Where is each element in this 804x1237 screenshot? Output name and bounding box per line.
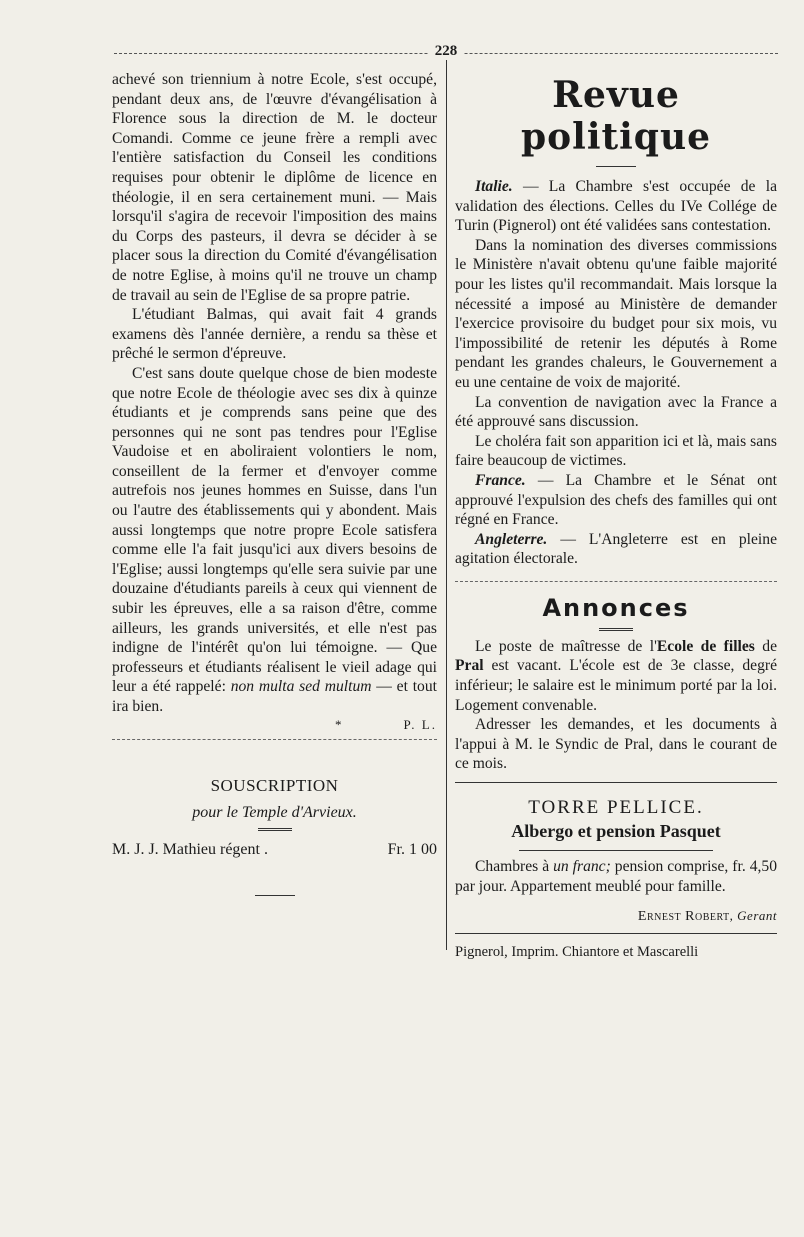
paragraph-ecole-end: — et tout ira bien. <box>112 678 437 715</box>
albergo-price-italic: un franc; <box>553 858 611 876</box>
revue-rule <box>596 166 636 167</box>
annonces-separator <box>455 581 777 582</box>
gerant-name: Ernest Robert <box>637 909 730 925</box>
italie-paragraph <box>455 177 777 236</box>
section-separator <box>112 739 437 740</box>
annonce-ecole <box>455 637 777 715</box>
revue-politique-title: Revue politique <box>520 74 712 158</box>
signature-mark: * <box>335 716 344 732</box>
albergo-text-a: Chambres à <box>475 858 554 876</box>
angleterre-paragraph <box>455 530 777 569</box>
footer-rule <box>455 933 777 934</box>
gerant-role: , Gerant <box>729 908 777 924</box>
italie-paragraph-2: Dans la nomination des diverses commissions le Ministère n'avait obtenu qu'une faible majorité pour les listes qu'il recommandait. Mais lorsque la nécessité a imposé au Ministère de demander l'exercice provisoire du budget pour six mois, vu l'impossibilité de retenir les députés à Rome pendant les grandes chaleurs, le Gouvernement a eu une centaine de voix de majorité. <box>455 236 777 391</box>
albergo-text <box>455 857 777 896</box>
imprint-line: Pignerol, Imprim. Chiantore et Mascarelli <box>455 944 699 961</box>
pral-name: Pral <box>455 657 484 675</box>
donor-name: M. J. J. Mathieu régent . <box>112 840 268 858</box>
france-label: France. <box>475 471 526 489</box>
albergo-text-b: pension comprise, fr. 4,50 par jour. Appartement meublé pour famille. <box>455 858 777 895</box>
paragraph-balmas: L'étudiant Balmas, qui avait fait 4 grands examens dès l'année dernière, a rendu sa thèse et prêché le sermon d'épreuve. <box>112 306 437 363</box>
torre-pellice-heading: TORRE PELLICE. <box>528 797 704 819</box>
end-rule <box>255 895 295 896</box>
angleterre-text: — L'Angleterre est en pleine agitation électorale. <box>455 530 777 568</box>
france-paragraph <box>455 471 777 530</box>
page-number: 228 <box>428 43 464 60</box>
annonce-ecole-mid: de <box>754 637 777 655</box>
left-column <box>112 70 437 906</box>
ecole-de-filles: Ecole de filles <box>656 637 755 655</box>
right-column <box>455 70 777 961</box>
latin-quote: non multa sed multum <box>230 678 372 696</box>
annonce-ecole-rest: est vacant. L'école est de 3e classe, degré inférieur; le salaire est le minimum porté par la loi. Logement convenable. <box>455 657 777 714</box>
albergo-rule <box>519 850 712 851</box>
italie-label: Italie. <box>475 178 513 195</box>
souscription-entry <box>112 841 437 859</box>
column-divider <box>446 60 447 950</box>
gerant-line <box>455 908 777 925</box>
donation-amount: Fr. 1 00 <box>387 840 437 858</box>
souscription-title: SOUSCRIPTION <box>210 775 339 795</box>
paragraph-ecole-text: C'est sans doute quelque chose de bien modeste que notre Ecole de théologie avec ses dix à quinze étudiants et je comprends sans peine que des personnes qui ne sont pas tendres pour l'Eglise Vaudoise et en aboliraient volontiers le nom, conseillent de la fermer et d'envoyer comme autrefois nos jeunes hommes en Suisse, dans l'un ou l'autre des établissements qui y abondent. Mais aussi longtemps que notre propre Ecole satisfera comme elle l'a fait jusqu'ici aux divers besoins de l'Eglise; aussi longtemps qu'elle sera suivie par une douzaine d'étudiants pareils à ceux qui viennent de subir les épreuves, elle a sa raison d'être, comme ailleurs, les grands universités, et elle n'est pas indigne de l'intérêt qu'on lui témoigne. — Que professeurs et étudiants réalisent le vieil adage qui leur a été rappelé: <box>112 364 437 696</box>
souscription-subtitle: pour le Temple d'Arvieux. <box>192 803 357 821</box>
angleterre-label: Angleterre. <box>475 530 548 548</box>
annonce-divider <box>455 782 777 783</box>
annonces-rule <box>599 628 633 631</box>
souscription-rule <box>258 828 292 831</box>
paragraph-ecole <box>112 364 437 717</box>
annonces-title: Annonces <box>542 593 690 622</box>
france-text: — La Chambre et le Sénat ont approuvé l'expulsion des chefs des familles qui ont régné en France. <box>455 471 777 529</box>
italie-paragraph-3: La convention de navigation avec la France a été approuvé sans discussion. <box>455 393 777 431</box>
albergo-heading: Albergo et pension Pasquet <box>511 821 721 842</box>
signature <box>112 717 437 733</box>
italie-paragraph-4: Le choléra fait son apparition ici et là, mais sans faire beaucoup de victimes. <box>455 432 777 470</box>
signature-initials: P. L. <box>403 716 437 732</box>
annonce-adresser: Adresser les demandes, et les documents à l'appui à M. le Syndic de Pral, dans le courant de ce mois. <box>455 716 777 773</box>
paragraph-triennium: achevé son triennium à notre Ecole, s'est occupé, pendant deux ans, de l'œuvre d'évangélisation à Florence sous la direction de M. le docteur Comandi. Comme ce jeune frère a rempli avec l'entière satisfaction du Conseil les conditions requises pour obtenir le diplôme de licence en théologie, il en sera certainement muni. — Mais lorsqu'il s'agira de recevoir l'imposition des mains du Corps des pasteurs, il devra se décider à se placer sous la direction du Comité d'évangélisation de notre Eglise, à moins qu'il ne trouve un champ de travail au sein de l'Eglise de sa propre patrie. <box>112 71 437 304</box>
italie-text: — La Chambre s'est occupée de la validation des élections. Celles du IVe Collége de Turin (Pignerol) ont été validées sans contestation. <box>455 178 777 235</box>
annonce-ecole-text: Le poste de maîtresse de l' <box>475 637 657 655</box>
